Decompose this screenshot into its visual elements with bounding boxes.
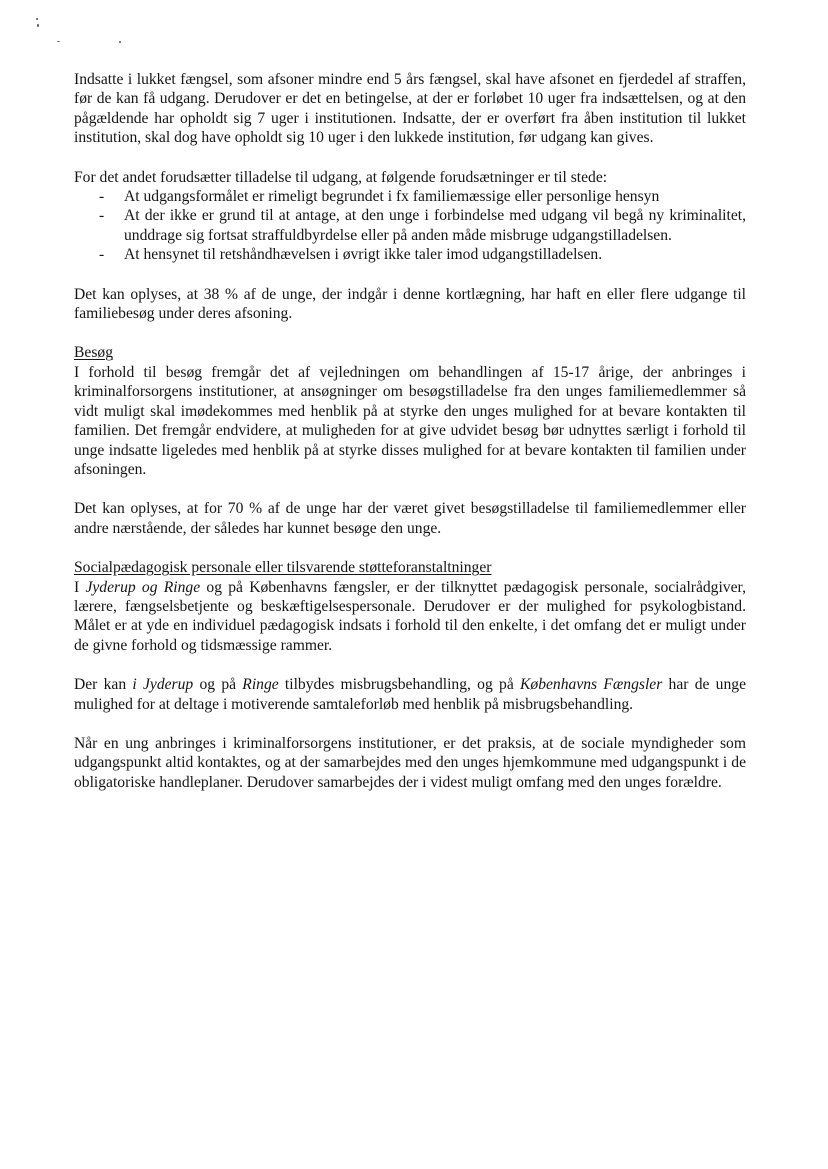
paragraph-visits-statistic: Det kan oplyses, at for 70 % af de unge har der været givet besøgstilladelse til familiemedlemmer eller andre nærstående, der således har kunnet besøge den unge.: [74, 500, 746, 537]
section-heading-visits: Besøg: [74, 344, 113, 362]
text-run-italic: Jyderup og Ringe: [85, 578, 201, 596]
text-run-italic: i Jyderup: [132, 676, 194, 694]
scan-speck: [119, 41, 121, 43]
paragraph-leave-conditions-intro: For det andet forudsætter tilladelse til udgang, at følgende forudsætninger er til stede:: [74, 168, 608, 186]
section-heading-staff: Socialpædagogisk personale eller tilsvarende støtteforanstaltninger: [74, 559, 492, 577]
text-run-italic: Ringe: [242, 676, 279, 694]
paragraph-leave-statistic: Det kan oplyses, at 38 % af de unge, der indgår i denne kortlægning, har haft en eller flere udgange til familiebesøg under deres afsoning.: [74, 285, 746, 323]
paragraph-treatment: [74, 675, 746, 714]
paragraph-staff: [74, 578, 746, 656]
scan-speck: [36, 18, 38, 20]
paragraph-visits: I forhold til besøg fremgår det af vejledningen om behandlingen af 15-17 årige, der anbringes i kriminalforsorgens institutioner, at ansøgninger om besøgstilladelse fra den unges familiemedlemmer så vidt muligt skal imødekommes med henblik på at styrke den unges mulighed for at bevare kontakten til familien. Det fremgår endvidere, at muligheden for at give udvidet besøg bør udnyttes særligt i forhold til unge indsatte ligeledes med henblik på at styrke disses mulighed for at bevare kontakten til familien under afsoningen.: [74, 363, 746, 478]
text-run: I: [74, 578, 86, 596]
list-item: - At hensynet til retshåndhævelsen i øvrigt ikke taler imod udgangstilladelsen.: [74, 245, 746, 264]
section-visits: [74, 343, 746, 479]
paragraph-social-authorities: Når en ung anbringes i kriminalforsorgens institutioner, er det praksis, at de sociale myndigheder som udgangspunkt altid kontaktes, og at der samarbejdes med den unges hjemkommune med udgangspunkt i de obligatoriske handleplaner. Derudover samarbejdes der i videst muligt omfang med den unges forældre.: [74, 734, 746, 791]
list-item: - At der ikke er grund til at antage, at den unge i forbindelse med udgang vil begå ny kriminalitet, unddrage sig fortsat straffuldbyrdelse eller på anden måde misbruge udgangstilladelsen.: [74, 206, 746, 245]
text-run: har de unge mulighed for at deltage i motiverende samtaleforløb med henblik på misbrugsbehandling.: [74, 676, 746, 713]
scan-speck: [57, 41, 60, 42]
section-staff: [74, 558, 746, 655]
text-run-italic: Københavns Fængsler: [520, 676, 663, 694]
paragraph-leave-terms: Indsatte i lukket fængsel, som afsoner mindre end 5 års fængsel, skal have afsonet en fjerdedel af straffen, før de kan få udgang. Derudover er det en betingelse, at der er forløbet 10 uger fra indsættelsen, og at den pågældende har opholdt sig 7 uger i institutionen. Indsatte, der er overført fra åben institution til lukket institution, skal dog have opholdt sig 10 uger i den lukkede institution, før udgang kan gives.: [74, 71, 746, 147]
document-body: [74, 70, 746, 812]
conditions-list: [74, 187, 746, 265]
text-run: Der kan: [74, 676, 133, 694]
text-run: og på Københavns fængsler, er der tilknyttet pædagogisk personale, socialrådgiver, lærere, fængselsbetjente og beskæftigelsespersonale. Derudover er der mulighed for psykologbistand. Målet er at yde en individuel pædagogisk indsats i forhold til den enkelte, i det omfang det er muligt under de givne forhold og tidsmæssige rammer.: [74, 578, 746, 654]
text-run: tilbydes misbrugsbehandling, og på: [278, 676, 521, 694]
scan-speck: [37, 24, 39, 27]
list-item: - At udgangsformålet er rimeligt begrundet i fx familiemæssige eller personlige hensyn: [74, 187, 746, 206]
text-run: og på: [193, 676, 243, 694]
